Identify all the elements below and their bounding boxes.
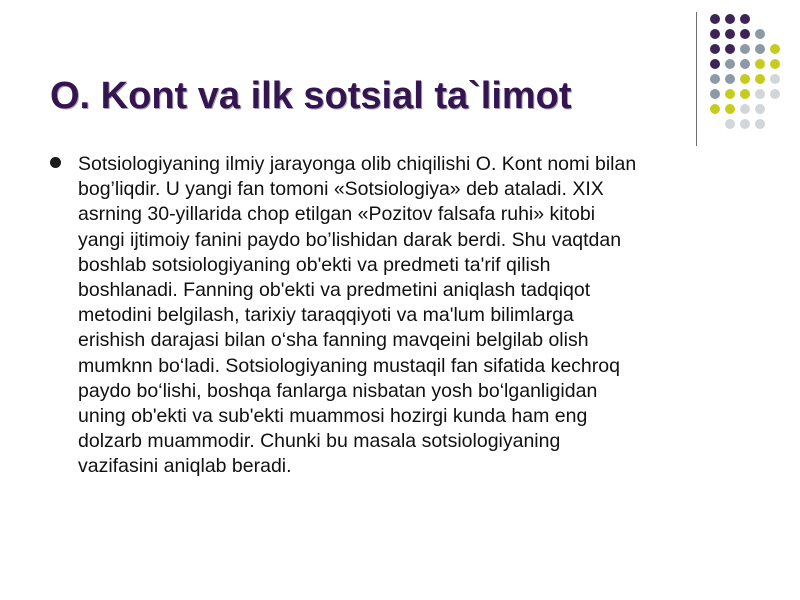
text-line: boshlanadi. Fanning ob'ekti va predmetini aniqlash tadqiqot bbox=[78, 279, 591, 302]
decorative-dot bbox=[740, 29, 750, 39]
decorative-dot bbox=[725, 29, 735, 39]
decorative-dot bbox=[710, 89, 720, 99]
slide-title: O. Kont va ilk sotsial ta`limot bbox=[50, 75, 572, 117]
bullet-list bbox=[48, 152, 760, 480]
decorative-dot bbox=[725, 89, 735, 99]
decorative-dot bbox=[755, 89, 765, 99]
decorative-dot bbox=[710, 59, 720, 69]
text-line: dolzarb muammodir. Chunki bu masala sotsiologiyaning bbox=[78, 430, 561, 453]
text-line: mumknn bo‘ladi. Sotsiologiyaning mustaqil fan sifatida kechroq bbox=[78, 354, 620, 377]
bullet-dot-icon bbox=[50, 157, 61, 168]
decorative-dot bbox=[755, 59, 765, 69]
decorative-dot bbox=[740, 104, 750, 114]
decorative-dot bbox=[725, 14, 735, 24]
decorative-dot bbox=[725, 59, 735, 69]
text-line: asrning 30-yillarida chop etilgan «Pozitov falsafa ruhi» kitobi bbox=[78, 203, 596, 226]
decorative-dot bbox=[740, 74, 750, 84]
text-line: yangi ijtimoiy fanini paydo bo’lishidan darak berdi. Shu vaqtdan bbox=[78, 228, 622, 251]
text-line: uning ob'ekti va sub'ekti muammosi hozirgi kunda ham eng bbox=[78, 405, 588, 428]
text-line: metodini belgilash, tarixiy taraqqiyoti va ma'lum bilimlarga bbox=[78, 304, 574, 327]
decorative-dot bbox=[770, 89, 780, 99]
decorative-dot bbox=[725, 74, 735, 84]
decorative-dot bbox=[770, 74, 780, 84]
decorative-dot bbox=[710, 29, 720, 39]
title-divider bbox=[696, 12, 697, 146]
bullet-text bbox=[78, 152, 760, 480]
decorative-dot bbox=[755, 29, 765, 39]
text-line: paydo bo‘lishi, boshqa fanlarga nisbatan yosh bo‘lganligidan bbox=[78, 379, 598, 402]
decorative-dot bbox=[710, 104, 720, 114]
decorative-dot bbox=[725, 104, 735, 114]
decorative-dot bbox=[725, 119, 735, 129]
decorative-dot bbox=[770, 59, 780, 69]
decorative-dot bbox=[710, 44, 720, 54]
decorative-dot bbox=[740, 89, 750, 99]
decorative-dot bbox=[740, 119, 750, 129]
text-line: vazifasini aniqlab beradi. bbox=[78, 455, 292, 478]
decorative-dot bbox=[770, 44, 780, 54]
decorative-dot bbox=[710, 74, 720, 84]
text-line: Sotsiologiyaning ilmiy jarayonga olib chiqilishi O. Kont nomi bilan bbox=[78, 153, 637, 175]
text-line: bog’liqdir. U yangi fan tomoni «Sotsiologiya» deb ataladi. XIX bbox=[78, 178, 604, 201]
decorative-dot bbox=[755, 44, 765, 54]
decorative-dot-grid bbox=[706, 12, 796, 132]
decorative-dot bbox=[710, 14, 720, 24]
text-line: erishish darajasi bilan o‘sha fanning mavqeini belgilab olish bbox=[78, 329, 589, 352]
decorative-dot bbox=[755, 104, 765, 114]
decorative-dot bbox=[755, 119, 765, 129]
decorative-dot bbox=[740, 14, 750, 24]
bullet-item bbox=[48, 152, 760, 480]
decorative-dot bbox=[740, 59, 750, 69]
decorative-dot bbox=[740, 44, 750, 54]
text-line: boshlab sotsiologiyaning ob'ekti va predmeti ta'rif qilish bbox=[78, 253, 551, 276]
decorative-dot bbox=[755, 74, 765, 84]
decorative-dot bbox=[725, 44, 735, 54]
